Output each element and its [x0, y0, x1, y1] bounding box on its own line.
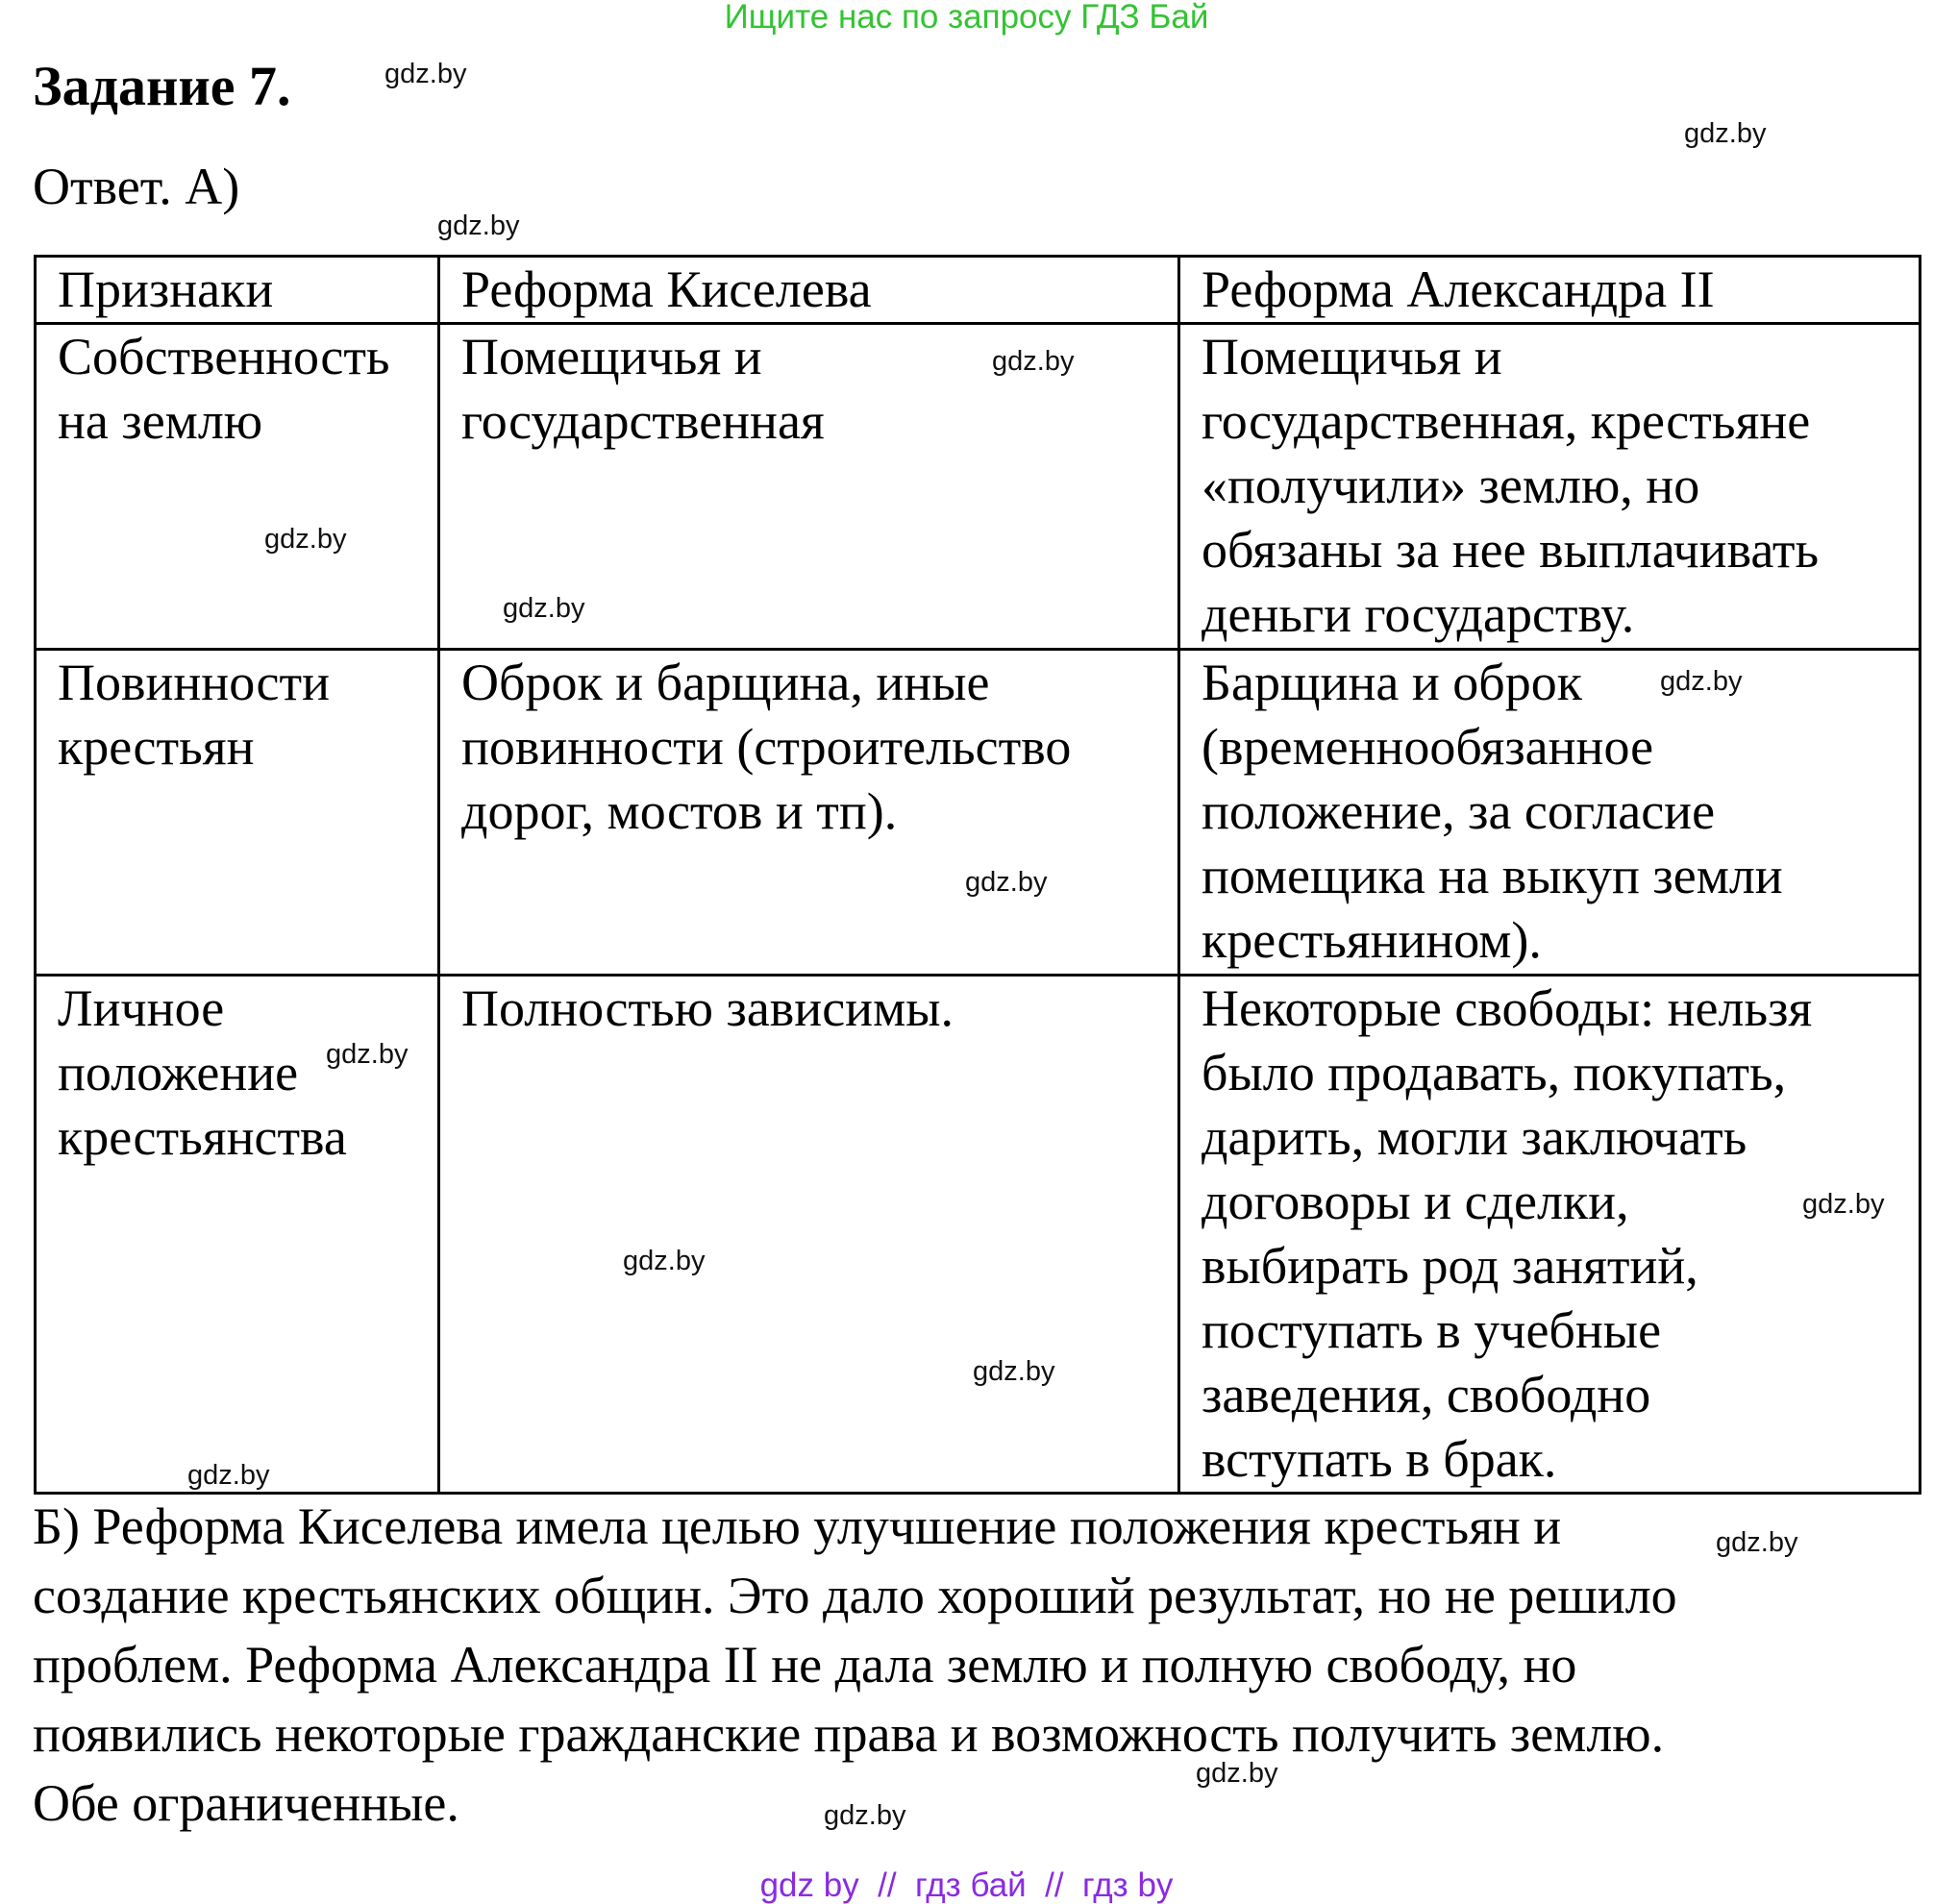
- header-cell-alexander: Реформа Александра II: [1179, 257, 1921, 324]
- watermark: gdz.by: [1802, 1189, 1885, 1220]
- conclusion-line: Обе ограниченные.: [33, 1774, 459, 1832]
- watermark: gdz.by: [1196, 1758, 1278, 1789]
- feature-cell: [36, 324, 439, 650]
- top-banner: Ищите нас по запросу ГДЗ Бай: [724, 0, 1209, 36]
- watermark: gdz.by: [1684, 118, 1767, 149]
- table-row: [36, 650, 1921, 976]
- bottom-banner: gdz by // гдз бай // гдз by: [759, 1867, 1174, 1904]
- table-header-row: [36, 257, 1921, 324]
- cell-line: Повинности: [58, 654, 330, 711]
- cell-line: на землю: [58, 392, 263, 450]
- watermark: gdz.by: [437, 210, 520, 241]
- watermark: gdz.by: [187, 1460, 270, 1491]
- watermark: gdz.by: [384, 59, 467, 89]
- watermark: gdz.by: [264, 524, 347, 555]
- watermark: gdz.by: [992, 346, 1075, 377]
- cell-line: Полностью зависимы.: [461, 979, 954, 1037]
- feature-cell: [36, 650, 439, 976]
- conclusion-line: проблем. Реформа Александра II не дала землю и полную свободу, но: [33, 1636, 1577, 1694]
- watermark: gdz.by: [1716, 1527, 1798, 1558]
- cell-line: повинности (строительство: [461, 718, 1072, 776]
- cell-line: крестьян: [58, 718, 255, 776]
- cell-line: (временнообязанное: [1202, 718, 1654, 776]
- cell-line: Помещичья и: [461, 328, 762, 385]
- cell-line: выбирать род занятий,: [1202, 1237, 1698, 1295]
- conclusion-paragraph: [33, 1492, 1907, 1838]
- cell-line: деньги государству.: [1202, 585, 1635, 643]
- cell-line: крестьянином).: [1202, 911, 1542, 969]
- watermark: gdz.by: [1660, 666, 1743, 697]
- cell-line: вступать в брак.: [1202, 1430, 1557, 1488]
- kiselev-cell: [439, 650, 1179, 976]
- cell-line: заведения, свободно: [1202, 1366, 1651, 1423]
- cell-line: Некоторые свободы: нельзя: [1202, 979, 1813, 1037]
- kiselev-cell: [439, 976, 1179, 1494]
- cell-line: Оброк и барщина, иные: [461, 654, 990, 711]
- cell-line: «получили» землю, но: [1202, 457, 1700, 514]
- cell-line: Барщина и оброк: [1202, 654, 1582, 711]
- table-row: [36, 976, 1921, 1494]
- cell-line: крестьянства: [58, 1108, 347, 1166]
- cell-line: обязаны за нее выплачивать: [1202, 521, 1820, 579]
- conclusion-line: создание крестьянских общин. Это дало хороший результат, но не решило: [33, 1567, 1677, 1624]
- watermark: gdz.by: [503, 593, 585, 624]
- watermark: gdz.by: [824, 1800, 906, 1831]
- conclusion-line: Б) Реформа Киселева имела целью улучшение положения крестьян и: [33, 1497, 1562, 1555]
- cell-line: государственная: [461, 392, 825, 450]
- task-title: Задание 7.: [33, 55, 291, 117]
- header-cell-features: Признаки: [36, 257, 439, 324]
- alexander-cell: [1179, 324, 1921, 650]
- cell-line: положение, за согласие: [1202, 782, 1716, 840]
- cell-line: помещика на выкуп земли: [1202, 847, 1783, 904]
- watermark: gdz.by: [965, 867, 1048, 898]
- cell-line: дарить, могли заключать: [1202, 1108, 1747, 1166]
- cell-line: положение: [58, 1044, 299, 1101]
- cell-line: Личное: [58, 979, 225, 1037]
- watermark: gdz.by: [326, 1039, 409, 1070]
- cell-line: поступать в учебные: [1202, 1301, 1662, 1359]
- table-row: [36, 324, 1921, 650]
- watermark: gdz.by: [973, 1356, 1055, 1387]
- cell-line: государственная, крестьяне: [1202, 392, 1811, 450]
- watermark: gdz.by: [623, 1246, 706, 1276]
- cell-line: Собственность: [58, 328, 390, 385]
- cell-line: Помещичья и: [1202, 328, 1502, 385]
- cell-line: было продавать, покупать,: [1202, 1044, 1787, 1101]
- alexander-cell: [1179, 976, 1921, 1494]
- answer-label: Ответ. А): [33, 158, 240, 215]
- cell-line: дорог, мостов и тп).: [461, 782, 898, 840]
- header-cell-kiselev: Реформа Киселева: [439, 257, 1179, 324]
- alexander-cell: [1179, 650, 1921, 976]
- conclusion-line: появились некоторые гражданские права и возможность получить землю.: [33, 1705, 1665, 1763]
- cell-line: договоры и сделки,: [1202, 1173, 1629, 1230]
